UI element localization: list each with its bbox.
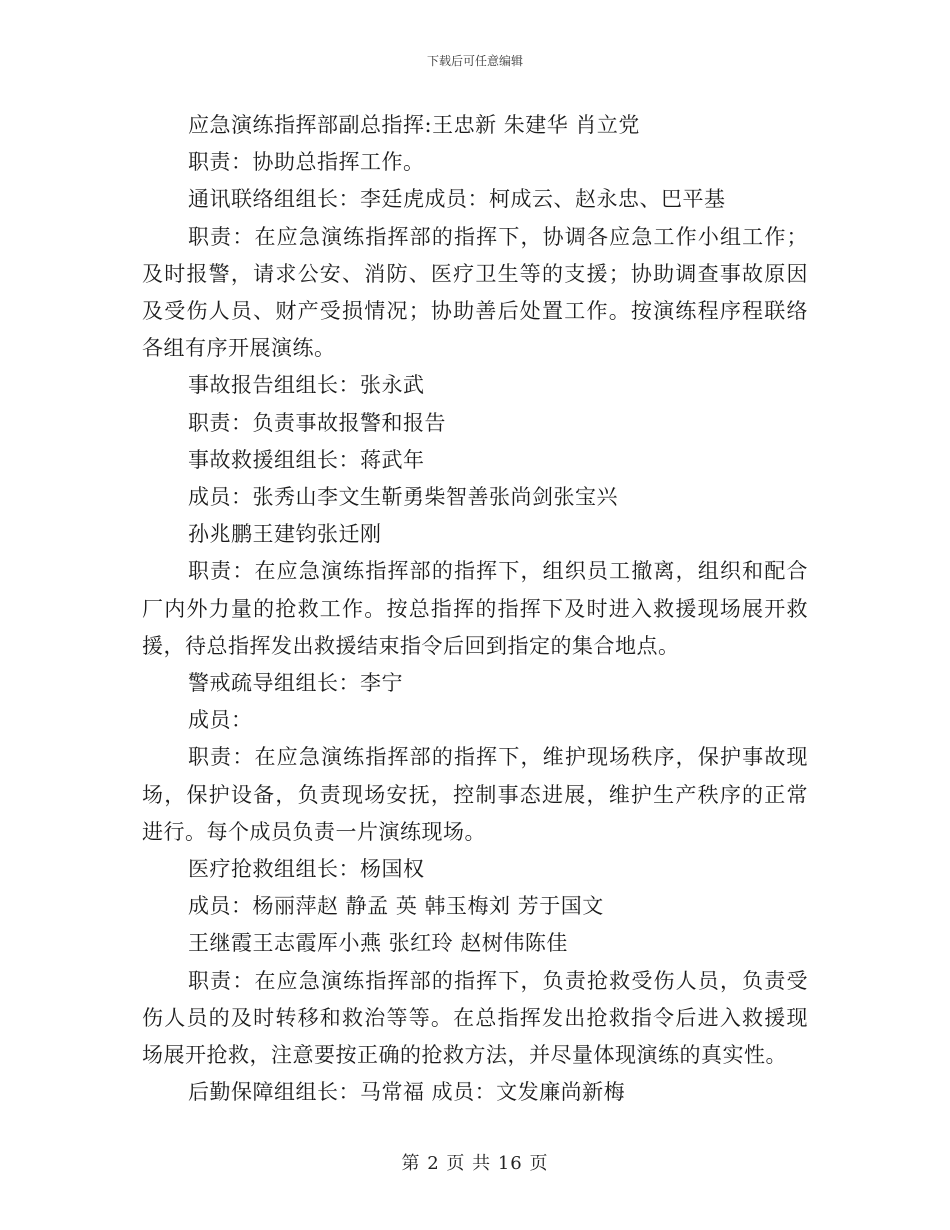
paragraph-logistics-group: 后勤保障组组长：马常福 成员：文发廉尚新梅: [188, 1080, 626, 1105]
paragraph-report-duty: 职责：负责事故报警和报告: [188, 410, 446, 435]
paragraph-guard-group: 警戒疏导组组长：李宁: [188, 671, 403, 696]
paragraph-rescue-duty: 职责：在应急演练指挥部的指挥下，组织员工撤离，组织和配合厂内外力量的抢救工作。按总指挥的指挥下及时进入救援现场展开救援，待总指挥发出救援结束指令后回到指定的集合地点。: [142, 559, 808, 658]
paragraph-rescue-members-cont: 孙兆鹏王建钧张迁刚: [188, 522, 382, 547]
paragraph-medical-members-cont: 王继霞王志霞厍小燕 张红玲 赵树伟陈佳: [188, 931, 568, 956]
paragraph-deputy-commander: 应急演练指挥部副总指挥:王忠新 朱建华 肖立党: [188, 113, 640, 137]
paragraph-deputy-duty: 职责：协助总指挥工作。: [188, 150, 425, 175]
paragraph-medical-group: 医疗抢救组组长：杨国权: [188, 857, 425, 882]
paragraph-rescue-members: 成员：张秀山李文生靳勇柴智善张尚剑张宝兴: [188, 485, 618, 510]
document-body: [142, 107, 808, 1111]
page-header: 下载后可任意编辑: [426, 54, 523, 68]
paragraph-guard-members: 成员：: [188, 708, 253, 733]
paragraph-medical-duty: 职责：在应急演练指挥部的指挥下，负责抢救受伤人员，负责受伤人员的及时转移和救治等等。在总指挥发出抢救指令后进入救援现场展开抢救，注意要按正确的抢救方法，并尽量体现演练的真实性。: [142, 968, 808, 1068]
paragraph-guard-duty: 职责：在应急演练指挥部的指挥下，维护现场秩序，保护事故现场，保护设备，负责现场安抚，控制事态进展，维护生产秩序的正常进行。每个成员负责一片演练现场。: [142, 745, 808, 844]
page-number-footer: 第 2 页 共 16 页: [401, 1153, 549, 1174]
paragraph-medical-members: 成员：杨丽萍赵 静孟 英 韩玉梅刘 芳于国文: [188, 894, 604, 919]
paragraph-communication-duty: 职责：在应急演练指挥部的指挥下，协调各应急工作小组工作；及时报警，请求公安、消防、医疗卫生等的支援；协助调查事故原因及受伤人员、财产受损情况；协助善后处置工作。按演练程序程联络各组有序开展演练。: [142, 224, 808, 361]
paragraph-communication-group: 通讯联络组组长：李廷虎成员：柯成云、赵永忠、巴平基: [188, 187, 726, 212]
paragraph-report-group: 事故报告组组长：张永武: [188, 373, 425, 398]
paragraph-rescue-group: 事故救援组组长：蒋武年: [188, 447, 425, 472]
